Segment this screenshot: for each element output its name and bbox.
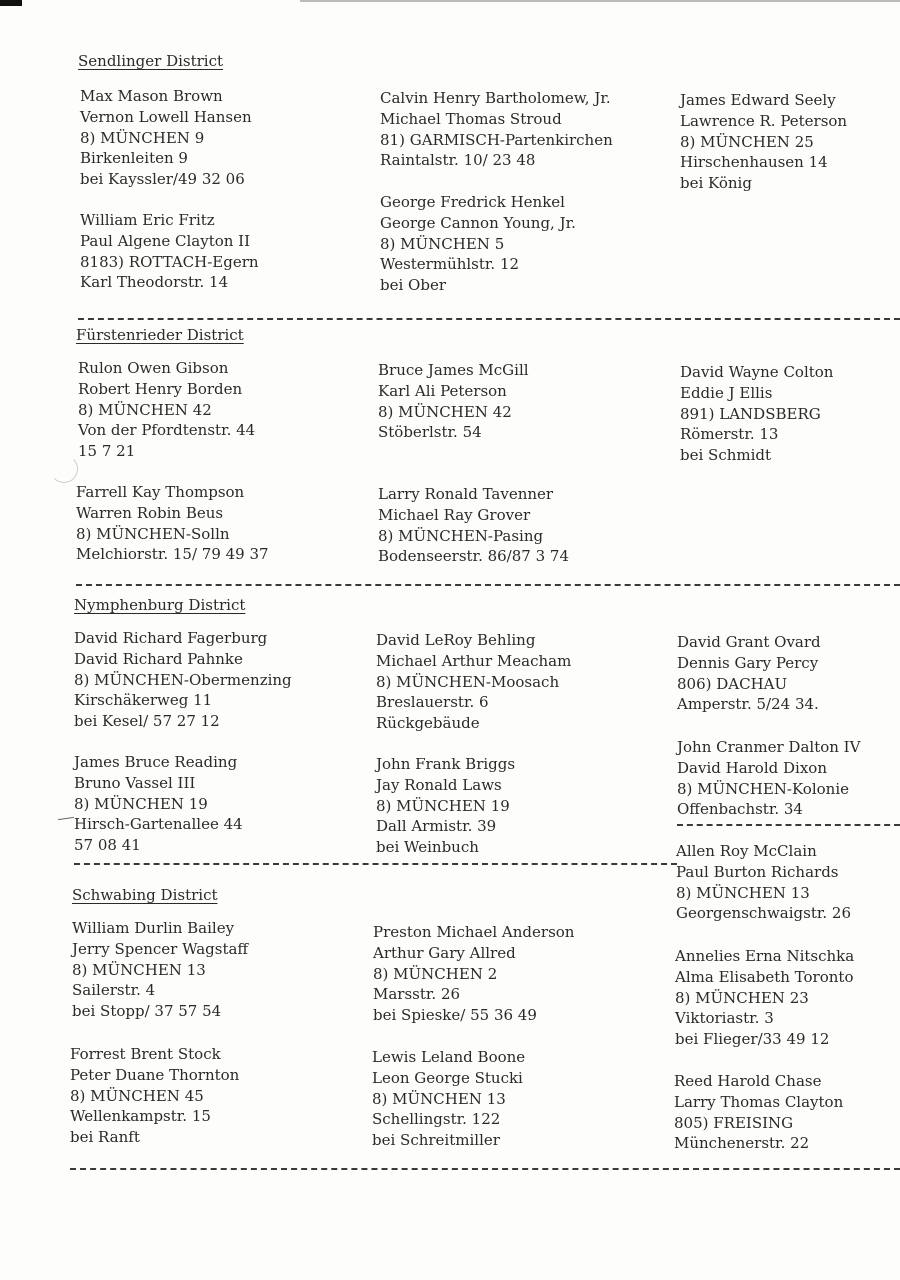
address-line: Alma Elisabeth Toronto bbox=[675, 967, 854, 986]
address-line: bei Schmidt bbox=[680, 446, 772, 465]
address-line: 15 7 21 bbox=[78, 442, 136, 461]
address-line: Römerstr. 13 bbox=[680, 425, 779, 444]
address-line: Preston Michael Anderson bbox=[373, 923, 575, 941]
address-line: 8) MÜNCHEN-Solln bbox=[76, 524, 230, 543]
district-heading-fuerstenrieder: Fürstenrieder District bbox=[76, 326, 244, 344]
address-line: Dall Armistr. 39 bbox=[376, 817, 497, 836]
address-line: Peter Duane Thornton bbox=[70, 1065, 240, 1084]
address-line: William Durlin Bailey bbox=[72, 919, 235, 937]
address-line: Paul Burton Richards bbox=[676, 862, 839, 881]
address-line: 8) MÜNCHEN 13 bbox=[372, 1089, 506, 1108]
address-line: Georgenschwaigstr. 26 bbox=[676, 904, 852, 923]
address-entry bbox=[78, 358, 255, 462]
address-line: bei Ober bbox=[380, 276, 446, 295]
address-line: David Wayne Colton bbox=[680, 363, 834, 381]
address-line: Bruno Vassel III bbox=[74, 773, 196, 792]
address-line: Reed Harold Chase bbox=[674, 1072, 822, 1090]
address-entry bbox=[372, 1047, 525, 1151]
address-line: Amperstr. 5/24 34. bbox=[677, 695, 819, 714]
address-line: 8) MÜNCHEN-Moosach bbox=[376, 672, 560, 691]
address-line: bei Schreitmiller bbox=[372, 1131, 500, 1150]
address-line: Larry Thomas Clayton bbox=[674, 1092, 844, 1111]
address-line: 8) MÜNCHEN 45 bbox=[70, 1086, 204, 1105]
address-entry bbox=[72, 918, 248, 1022]
address-line: Sailerstr. 4 bbox=[72, 981, 156, 1000]
address-line: Bruce James McGill bbox=[378, 361, 529, 379]
address-line: bei Kayssler/49 32 06 bbox=[80, 170, 245, 189]
address-line: bei Weinbuch bbox=[376, 838, 479, 857]
address-line: Stöberlstr. 54 bbox=[378, 423, 482, 442]
address-line: James Edward Seely bbox=[680, 91, 836, 109]
address-line: Arthur Gary Allred bbox=[373, 943, 516, 962]
address-entry bbox=[74, 628, 292, 732]
address-line: Von der Pfordtenstr. 44 bbox=[78, 421, 256, 440]
address-line: Offenbachstr. 34 bbox=[677, 800, 803, 819]
address-line: Allen Roy McClain bbox=[676, 842, 817, 860]
address-entry bbox=[80, 86, 252, 190]
address-line: 8) MÜNCHEN-Obermenzing bbox=[74, 670, 292, 689]
page-top-rule bbox=[300, 0, 900, 2]
address-entry bbox=[376, 754, 515, 858]
page-end-divider bbox=[70, 1168, 900, 1170]
entry-divider bbox=[677, 824, 900, 826]
address-line: James Bruce Reading bbox=[74, 753, 238, 771]
address-line: George Cannon Young, Jr. bbox=[380, 213, 576, 232]
address-line: Schellingstr. 122 bbox=[372, 1110, 501, 1129]
address-line: Vernon Lowell Hansen bbox=[80, 107, 252, 126]
address-line: Wellenkampstr. 15 bbox=[70, 1107, 211, 1126]
address-line: Michael Thomas Stroud bbox=[380, 109, 562, 128]
address-line: David Richard Pahnke bbox=[74, 649, 243, 668]
address-line: 8) MÜNCHEN 9 bbox=[80, 128, 205, 147]
address-entry bbox=[373, 922, 574, 1026]
address-line: Marsstr. 26 bbox=[373, 985, 461, 1004]
address-line: Hirschenhausen 14 bbox=[680, 153, 828, 172]
address-line: 8) MÜNCHEN 42 bbox=[378, 402, 512, 421]
address-line: 891) LANDSBERG bbox=[680, 404, 821, 423]
district-divider bbox=[76, 584, 900, 586]
address-line: Annelies Erna Nitschka bbox=[675, 947, 855, 965]
address-entry bbox=[378, 484, 569, 567]
address-line: Lawrence R. Peterson bbox=[680, 111, 848, 130]
address-line: Forrest Brent Stock bbox=[70, 1045, 221, 1063]
address-line: 8) MÜNCHEN 19 bbox=[74, 794, 208, 813]
address-line: Rückgebäude bbox=[376, 714, 480, 733]
address-line: Farrell Kay Thompson bbox=[76, 483, 245, 501]
address-line: bei Spieske/ 55 36 49 bbox=[373, 1006, 537, 1025]
address-line: Robert Henry Borden bbox=[78, 379, 243, 398]
address-line: 8) MÜNCHEN 19 bbox=[376, 796, 510, 815]
address-line: 8) MÜNCHEN 13 bbox=[676, 883, 810, 902]
address-entry bbox=[380, 192, 576, 296]
address-line: John Frank Briggs bbox=[376, 755, 516, 773]
address-line: Eddie J Ellis bbox=[680, 383, 773, 402]
address-line: 8) MÜNCHEN 13 bbox=[72, 960, 206, 979]
district-divider bbox=[74, 863, 677, 865]
address-line: 8) MÜNCHEN-Kolonie bbox=[677, 779, 849, 798]
address-line: Jerry Spencer Wagstaff bbox=[72, 939, 249, 958]
address-line: Dennis Gary Percy bbox=[677, 653, 819, 672]
district-divider bbox=[78, 318, 900, 320]
margin-mark bbox=[58, 817, 74, 820]
address-entry bbox=[80, 210, 259, 293]
address-line: David Richard Fagerburg bbox=[74, 629, 268, 647]
address-line: 8) MÜNCHEN 42 bbox=[78, 400, 212, 419]
address-entry bbox=[677, 737, 860, 820]
address-entry bbox=[680, 362, 833, 466]
address-line: Melchiorstr. 15/ 79 49 37 bbox=[76, 545, 269, 564]
address-line: Raintalstr. 10/ 23 48 bbox=[380, 151, 536, 170]
address-entry bbox=[674, 1071, 843, 1154]
address-line: 57 08 41 bbox=[74, 836, 141, 855]
address-entry bbox=[680, 90, 847, 194]
address-line: Larry Ronald Tavenner bbox=[378, 485, 554, 503]
address-line: 81) GARMISCH-Partenkirchen bbox=[380, 130, 613, 149]
address-line: Birkenleiten 9 bbox=[80, 149, 188, 168]
address-line: Warren Robin Beus bbox=[76, 503, 224, 522]
address-line: 8) MÜNCHEN-Pasing bbox=[378, 526, 544, 545]
address-line: Kirschäkerweg 11 bbox=[74, 691, 213, 710]
address-line: Hirsch-Gartenallee 44 bbox=[74, 815, 243, 834]
address-line: William Eric Fritz bbox=[80, 211, 215, 229]
address-entry bbox=[675, 946, 854, 1050]
address-line: George Fredrick Henkel bbox=[380, 193, 565, 211]
district-heading-schwabing: Schwabing District bbox=[72, 886, 218, 904]
district-heading-sendlinger: Sendlinger District bbox=[78, 52, 224, 70]
address-line: Viktoriastr. 3 bbox=[675, 1009, 774, 1028]
address-line: Bodenseerstr. 86/87 3 74 bbox=[378, 547, 569, 566]
address-entry bbox=[76, 482, 269, 565]
address-line: 8) MÜNCHEN 25 bbox=[680, 132, 814, 151]
address-line: bei König bbox=[680, 174, 752, 193]
address-entry bbox=[676, 841, 851, 924]
address-line: 8) MÜNCHEN 23 bbox=[675, 988, 809, 1007]
address-line: 805) FREISING bbox=[674, 1113, 794, 1132]
address-line: Max Mason Brown bbox=[80, 87, 223, 105]
address-line: Münchenerstr. 22 bbox=[674, 1134, 810, 1153]
address-line: bei Ranft bbox=[70, 1128, 140, 1147]
address-line: 806) DACHAU bbox=[677, 674, 788, 693]
address-entry bbox=[74, 752, 243, 856]
address-line: 8) MÜNCHEN 5 bbox=[380, 234, 505, 253]
address-line: 8) MÜNCHEN 2 bbox=[373, 964, 498, 983]
address-line: Karl Theodorstr. 14 bbox=[80, 273, 229, 292]
address-line: Karl Ali Peterson bbox=[378, 381, 507, 400]
address-line: Breslauerstr. 6 bbox=[376, 693, 489, 712]
address-line: Westermühlstr. 12 bbox=[380, 255, 520, 274]
address-line: John Cranmer Dalton IV bbox=[677, 738, 861, 756]
address-line: David Grant Ovard bbox=[677, 633, 821, 651]
page-edge-mark bbox=[0, 0, 22, 6]
address-line: Rulon Owen Gibson bbox=[78, 359, 229, 377]
address-line: Michael Ray Grover bbox=[378, 505, 531, 524]
address-line: bei Stopp/ 37 57 54 bbox=[72, 1002, 222, 1021]
address-entry bbox=[70, 1044, 239, 1148]
punch-hole-mark bbox=[50, 455, 78, 483]
address-line: David LeRoy Behling bbox=[376, 631, 536, 649]
address-line: 8183) ROTTACH-Egern bbox=[80, 252, 259, 271]
address-line: Michael Arthur Meacham bbox=[376, 651, 572, 670]
district-heading-nymphenburg: Nymphenburg District bbox=[74, 596, 246, 614]
address-line: David Harold Dixon bbox=[677, 758, 827, 777]
address-entry bbox=[376, 630, 571, 734]
address-line: bei Kesel/ 57 27 12 bbox=[74, 712, 220, 731]
address-line: bei Flieger/33 49 12 bbox=[675, 1030, 830, 1049]
address-entry bbox=[380, 88, 613, 171]
address-entry bbox=[677, 632, 821, 715]
address-entry bbox=[378, 360, 529, 443]
address-line: Leon George Stucki bbox=[372, 1068, 523, 1087]
address-line: Paul Algene Clayton II bbox=[80, 231, 251, 250]
address-line: Calvin Henry Bartholomew, Jr. bbox=[380, 89, 611, 107]
address-line: Jay Ronald Laws bbox=[376, 775, 502, 794]
address-line: Lewis Leland Boone bbox=[372, 1048, 526, 1066]
